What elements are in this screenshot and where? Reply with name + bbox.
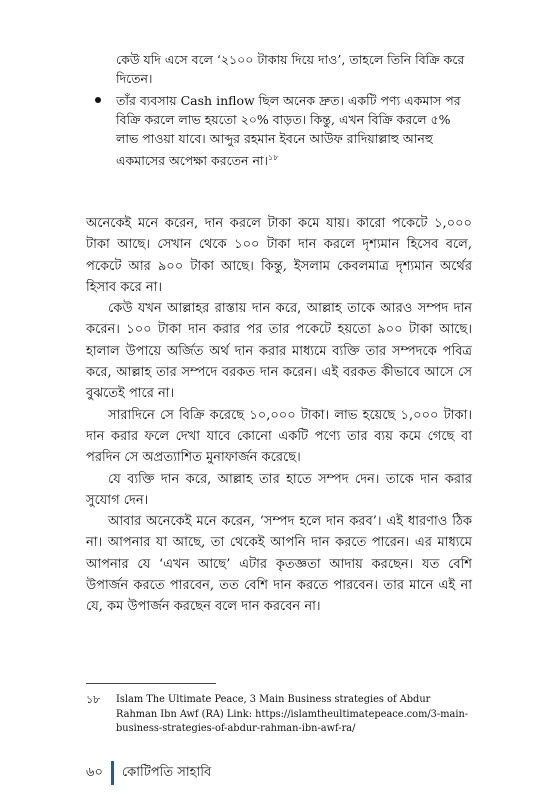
bullet-list (116, 50, 472, 173)
footnote-number: ১৮ (86, 693, 101, 706)
paragraph: যে ব্যক্তি দান করে, আল্লাহ তার হাতে সম্পদ দেন। তাকে দান করার সুযোগ দেন। (86, 471, 472, 508)
list-item (116, 50, 472, 88)
footnote (86, 693, 472, 737)
page-footer (86, 760, 211, 786)
bullet-icon (95, 97, 101, 103)
footer-divider (111, 761, 114, 785)
body-text (86, 213, 472, 618)
paragraph: আবার অনেকেই মনে করেন, ‘সম্পদ হলে দান করব’। এই ধারণাও ঠিক না। আপনার যা আছে, তা থেকেই আপনি দান করতে পারেন। এর মাধ্যমে আপনার যে ‘এখন আছে’ এটার কৃতজ্ঞতা আদায় করছেন। যত বেশি উপার্জন করতে পারবেন, তত বেশি দান করতে পারবেন। তার মানে এই না যে, কম উপার্জন করছেন বলে দান করবেন না। (86, 514, 472, 615)
paragraph: সারাদিনে সে বিক্রি করেছে ১০,০০০ টাকা। লাভ হয়েছে ১,০০০ টাকা। দান করার ফলে দেখা যাবে কোনো একটি পণ্যে তার ব্যয় কমে গেছে বা পরদিন সে অপ্রত্যাশিত মুনাফার্জন করেছে। (86, 407, 472, 466)
paragraph: অনেকেই মনে করেন, দান করলে টাকা কমে যায়। কারো পকেটে ১,০০০ টাকা আছে। সেখান থেকে ১০০ টাকা দান করলে দৃশ্যমান হিসেব বলে, পকেটে আর ৯০০ টাকা আছে। কিন্তু, ইসলাম কেবলমাত্র দৃশ্যমান অর্থের হিসাব করে না। (86, 216, 472, 295)
list-item (116, 91, 472, 170)
paragraph: কেউ যখন আল্লাহর রাস্তায় দান করে, আল্লাহ তাকে আরও সম্পদ দান করেন। ১০০ টাকা দান করার পর তার পকেটে হয়তো ৯০০ টাকা আছে। হালাল উপায়ে অর্জিত অর্থ দান করার মাধ্যমে ব্যক্তি তার সম্পদকে পবিত্র করে, আল্লাহ তার সম্পদে বরকত দান করেন। এই বরকত কীভাবে আসে সে বুঝতেই পারে না। (86, 301, 472, 402)
list-item-text: তাঁর ব্যবসায় Cash inflow ছিল অনেক দ্রুত। একটি পণ্য একমাস পর বিক্রি করলে লাভ হয়তো ২০% বাড়ত। কিন্তু, এখন বিক্রি করলে ৫% লাভ পাওয়া যাবে। আব্দুর রহমান ইবনে আউফ রাদিয়াল্লাহু আনহু একমাসের অপেক্ষা করতেন না। (116, 93, 461, 169)
footnote-reference: ১৮ (268, 153, 279, 162)
footnote-text: Islam The Ultimate Peace, 3 Main Business strategies of Abdur Rahman Ibn Awf (RA) Link: https://islamtheultimatepeace.com/3-main-business-strategies-of-abdur-rahman-ibn-awf-ra/ (116, 694, 469, 734)
footnote-divider (86, 683, 216, 684)
page-number: ৬০ (86, 764, 103, 780)
book-title: কোটিপতি সাহাবি (121, 764, 212, 780)
list-item-text: কেউ যদি এসে বলে ‘২১০০ টাকায় দিয়ে দাও’, তাহলে তিনি বিক্রি করে দিতেন। (116, 52, 465, 86)
